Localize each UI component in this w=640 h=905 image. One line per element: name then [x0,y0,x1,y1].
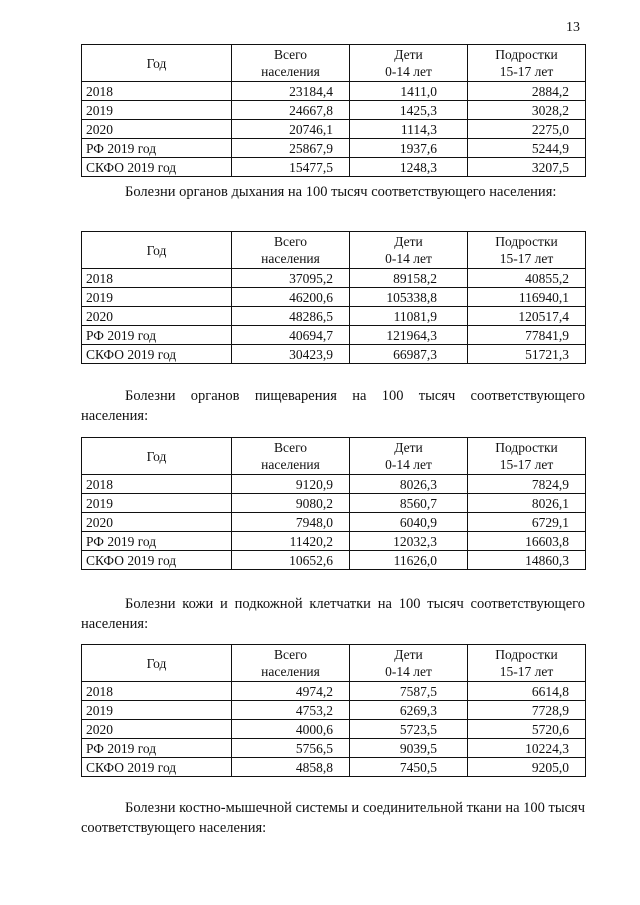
row-label: 2020 [82,120,232,139]
table-row [82,682,586,701]
row-label: 2018 [82,269,232,288]
table-row [82,701,586,720]
table-row [82,758,586,777]
cell-teens: 5244,9 [468,139,586,158]
table-row [82,326,586,345]
row-label: СКФО 2019 год [82,158,232,177]
row-label: СКФО 2019 год [82,758,232,777]
page-number: 13 [566,20,580,35]
table-row [82,551,586,570]
cell-kids: 7450,5 [350,758,468,777]
cell-kids: 66987,3 [350,345,468,364]
row-label: 2019 [82,701,232,720]
cell-kids: 1937,6 [350,139,468,158]
row-label: 2020 [82,720,232,739]
header-kids: Дети 0-14 лет [350,45,468,82]
table-row [82,720,586,739]
table-block-3 [81,437,585,570]
table-row [82,475,586,494]
cell-total: 30423,9 [232,345,350,364]
row-label: 2019 [82,288,232,307]
table-row [82,494,586,513]
cell-teens: 6614,8 [468,682,586,701]
table-row [82,101,586,120]
header-kids: Дети 0-14 лет [350,232,468,269]
table-row [82,739,586,758]
cell-total: 9120,9 [232,475,350,494]
section-caption: Болезни органов дыхания на 100 тысяч соответствующего населения: [125,184,557,200]
table-row [82,307,586,326]
cell-teens: 77841,9 [468,326,586,345]
cell-kids: 11081,9 [350,307,468,326]
stats-table-2 [81,231,586,364]
header-total: Всего населения [232,645,350,682]
row-label: 2019 [82,101,232,120]
cell-teens: 14860,3 [468,551,586,570]
cell-total: 10652,6 [232,551,350,570]
cell-kids: 105338,8 [350,288,468,307]
table-row [82,532,586,551]
table-header-row [82,232,586,269]
stats-table-1 [81,44,586,177]
header-total: Всего населения [232,438,350,475]
header-year: Год [82,45,232,82]
header-teens: Подростки 15-17 лет [468,45,586,82]
cell-total: 4753,2 [232,701,350,720]
cell-total: 4974,2 [232,682,350,701]
table-row [82,345,586,364]
cell-kids: 1425,3 [350,101,468,120]
header-total: Всего населения [232,45,350,82]
header-year: Год [82,438,232,475]
cell-kids: 12032,3 [350,532,468,551]
cell-teens: 3028,2 [468,101,586,120]
cell-teens: 116940,1 [468,288,586,307]
header-year: Год [82,232,232,269]
header-teens: Подростки 15-17 лет [468,645,586,682]
cell-kids: 1114,3 [350,120,468,139]
cell-teens: 120517,4 [468,307,586,326]
cell-teens: 7728,9 [468,701,586,720]
row-label: РФ 2019 год [82,739,232,758]
cell-total: 4858,8 [232,758,350,777]
cell-total: 23184,4 [232,82,350,101]
table-row [82,82,586,101]
cell-kids: 6040,9 [350,513,468,532]
table-row [82,269,586,288]
section-caption: Болезни кожи и подкожной клетчатки на 100 тысяч соответствующего населения: [81,596,585,632]
section-caption: Болезни органов пищеварения на 100 тысяч соответствующего населения: [81,388,585,424]
table-row [82,139,586,158]
header-kids: Дети 0-14 лет [350,645,468,682]
cell-total: 9080,2 [232,494,350,513]
row-label: СКФО 2019 год [82,551,232,570]
table-header-row [82,438,586,475]
row-label: 2018 [82,475,232,494]
table-row [82,158,586,177]
table-block-1 [81,44,585,177]
cell-total: 15477,5 [232,158,350,177]
header-year: Год [82,645,232,682]
cell-kids: 89158,2 [350,269,468,288]
cell-teens: 5720,6 [468,720,586,739]
cell-total: 48286,5 [232,307,350,326]
cell-total: 46200,6 [232,288,350,307]
table-block-4 [81,644,585,777]
row-label: 2020 [82,513,232,532]
cell-total: 25867,9 [232,139,350,158]
cell-teens: 10224,3 [468,739,586,758]
stats-table-3 [81,437,586,570]
cell-kids: 8026,3 [350,475,468,494]
cell-kids: 5723,5 [350,720,468,739]
cell-kids: 6269,3 [350,701,468,720]
table-header-row [82,45,586,82]
cell-kids: 121964,3 [350,326,468,345]
table-row [82,288,586,307]
cell-teens: 51721,3 [468,345,586,364]
cell-kids: 1411,0 [350,82,468,101]
cell-teens: 9205,0 [468,758,586,777]
table-header-row [82,645,586,682]
cell-teens: 16603,8 [468,532,586,551]
cell-teens: 6729,1 [468,513,586,532]
header-total: Всего населения [232,232,350,269]
cell-teens: 2884,2 [468,82,586,101]
cell-teens: 8026,1 [468,494,586,513]
row-label: РФ 2019 год [82,532,232,551]
cell-kids: 11626,0 [350,551,468,570]
header-kids: Дети 0-14 лет [350,438,468,475]
cell-total: 37095,2 [232,269,350,288]
section-caption-final: Болезни костно-мышечной системы и соединительной ткани на 100 тысяч соответствующего населения: [81,800,586,836]
cell-kids: 9039,5 [350,739,468,758]
header-teens: Подростки 15-17 лет [468,438,586,475]
row-label: 2018 [82,682,232,701]
cell-total: 5756,5 [232,739,350,758]
table-row [82,513,586,532]
row-label: 2019 [82,494,232,513]
cell-kids: 7587,5 [350,682,468,701]
row-label: СКФО 2019 год [82,345,232,364]
cell-kids: 1248,3 [350,158,468,177]
cell-total: 40694,7 [232,326,350,345]
table-row [82,120,586,139]
row-label: РФ 2019 год [82,326,232,345]
cell-total: 7948,0 [232,513,350,532]
row-label: 2020 [82,307,232,326]
cell-total: 20746,1 [232,120,350,139]
cell-total: 11420,2 [232,532,350,551]
cell-kids: 8560,7 [350,494,468,513]
table-block-2 [81,231,585,364]
cell-teens: 2275,0 [468,120,586,139]
cell-teens: 3207,5 [468,158,586,177]
cell-total: 4000,6 [232,720,350,739]
stats-table-4 [81,644,586,777]
header-teens: Подростки 15-17 лет [468,232,586,269]
row-label: 2018 [82,82,232,101]
cell-teens: 7824,9 [468,475,586,494]
cell-teens: 40855,2 [468,269,586,288]
cell-total: 24667,8 [232,101,350,120]
row-label: РФ 2019 год [82,139,232,158]
